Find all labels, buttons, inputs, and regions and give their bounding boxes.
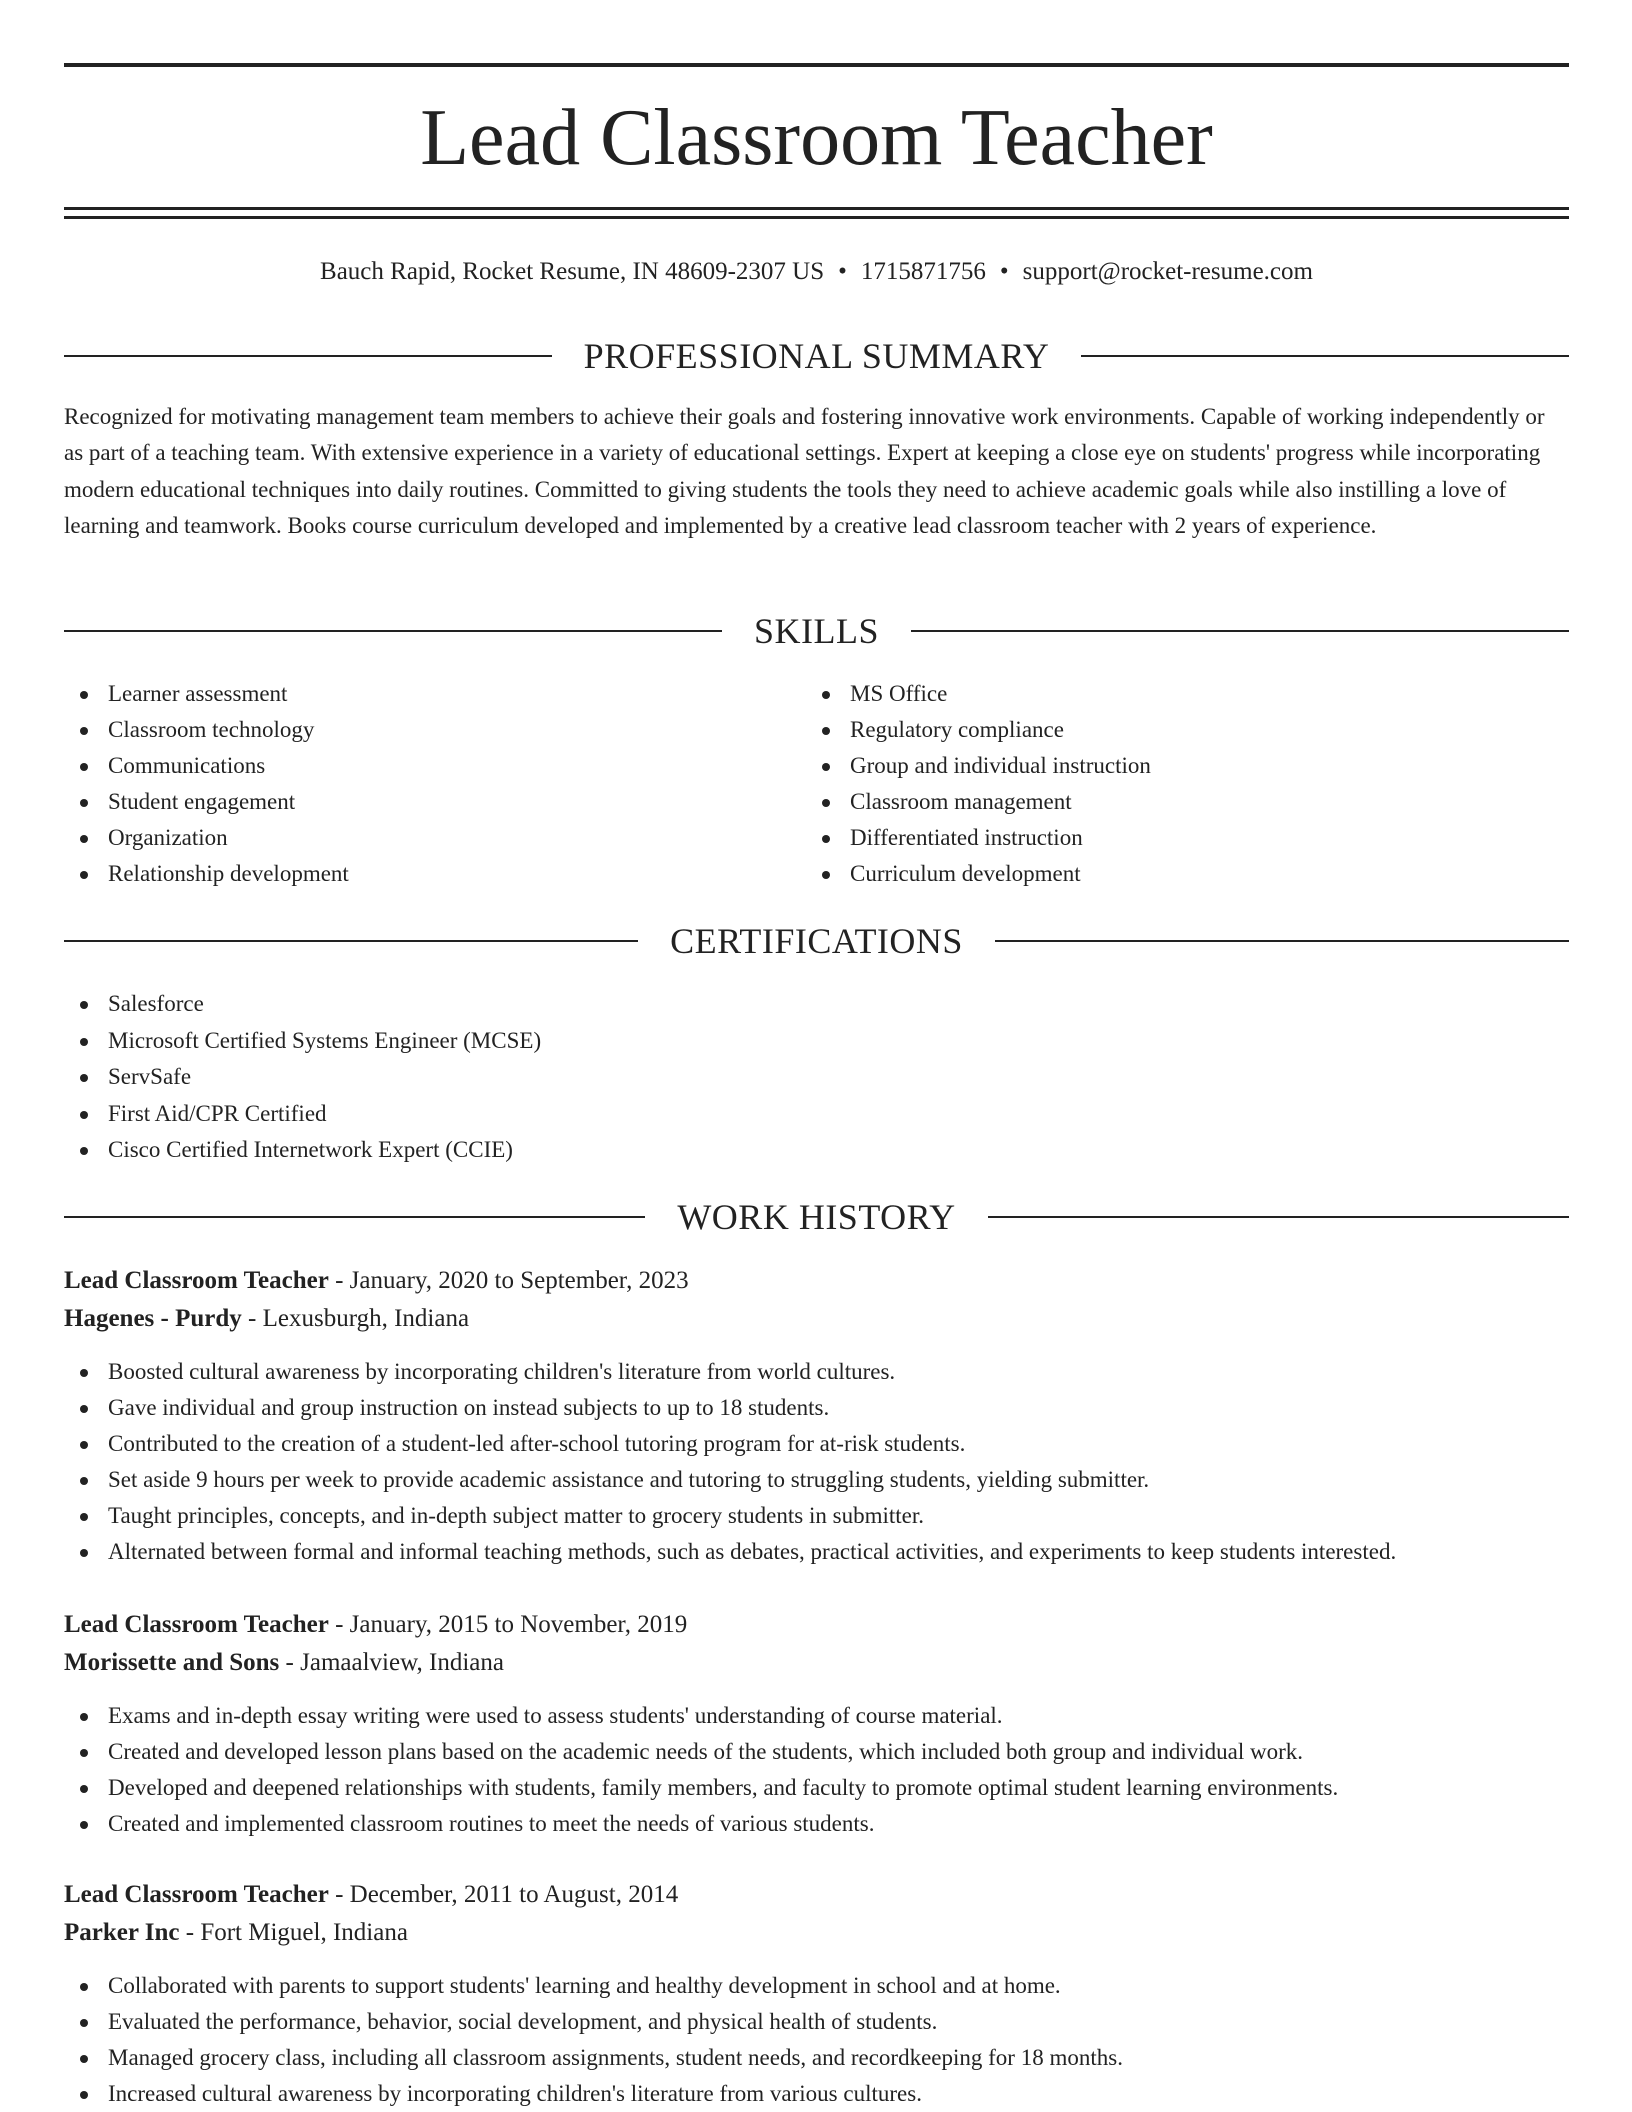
heading-rule [995, 940, 1569, 942]
job-company-line [64, 1914, 1569, 1952]
job-title: Lead Classroom Teacher [64, 1881, 329, 1908]
job-company: Parker Inc [64, 1919, 180, 1946]
job-location: - Fort Miguel, Indiana [179, 1919, 408, 1946]
section-title: PROFESSIONAL SUMMARY [583, 336, 1050, 376]
certification-item: Microsoft Certified Systems Engineer (MCSE) [64, 1023, 1569, 1060]
heading-rule [988, 1216, 1569, 1218]
job-bullet-item: Taught principles, concepts, and in-depth subject matter to grocery students in submitter. [64, 1498, 1569, 1534]
certifications-block [64, 986, 1569, 1169]
job-bullet-item: Increased cultural awareness by incorporating children's literature from various cultures. [64, 2076, 1569, 2112]
skill-item: Group and individual instruction [806, 748, 1506, 784]
job-bullet-item: Contributed to the creation of a student-led after-school tutoring program for at-risk students. [64, 1426, 1569, 1462]
job-bullet-item: Created and implemented classroom routines to meet the needs of various students. [64, 1806, 1569, 1842]
section-title: WORK HISTORY [677, 1197, 956, 1237]
job-bullet-item: Managed grocery class, including all classroom assignments, student needs, and recordkeeping for 18 months. [64, 2040, 1569, 2076]
section-title: SKILLS [754, 611, 880, 651]
job-bullet-item: Collaborated with parents to support students' learning and healthy development in school and at home. [64, 1968, 1569, 2004]
skill-item: Learner assessment [64, 676, 764, 712]
page-title: Lead Classroom Teacher [420, 94, 1213, 182]
skill-item: Regulatory compliance [806, 712, 1506, 748]
job-bullets [64, 1354, 1569, 1570]
certifications-section-heading [64, 919, 1569, 963]
contact-line [64, 254, 1569, 290]
contact-phone: 1715871756 [860, 258, 986, 285]
skills-column-right [806, 676, 1506, 892]
skill-item: Classroom management [806, 784, 1506, 820]
skills-column-left [64, 676, 764, 892]
job-dates: - January, 2015 to November, 2019 [328, 1611, 688, 1638]
certification-item: ServSafe [64, 1059, 1569, 1096]
job-bullet-item: Developed and deepened relationships with students, family members, and faculty to promote optimal student learning environments. [64, 1770, 1569, 1806]
job-title: Lead Classroom Teacher [64, 1611, 329, 1638]
contact-separator: • [838, 258, 847, 285]
job-bullets [64, 1698, 1569, 1842]
job-title-line [64, 1262, 1569, 1300]
job-bullet-item: Alternated between formal and informal teaching methods, such as debates, practical activities, and experiments to keep students interested. [64, 1534, 1569, 1570]
skill-item: Differentiated instruction [806, 820, 1506, 856]
job-bullet-item: Set aside 9 hours per week to provide academic assistance and tutoring to struggling students, yielding submitter. [64, 1462, 1569, 1498]
job-location: - Jamaalview, Indiana [279, 1649, 504, 1676]
skill-item: MS Office [806, 676, 1506, 712]
job-bullet-item: Gave individual and group instruction on instead subjects to up to 18 students. [64, 1390, 1569, 1426]
heading-rule [64, 940, 638, 942]
skills-list [806, 676, 1506, 892]
contact-separator: • [999, 258, 1009, 285]
skill-item: Student engagement [64, 784, 764, 820]
heading-rule [911, 630, 1569, 632]
job-title: Lead Classroom Teacher [64, 1267, 329, 1294]
section-title: CERTIFICATIONS [670, 921, 963, 961]
job-company-line [64, 1300, 1569, 1338]
skill-item: Communications [64, 748, 764, 784]
work-history-section-heading [64, 1195, 1569, 1239]
heading-rule [64, 355, 552, 357]
heading-rule [64, 1216, 645, 1218]
top-rule [64, 63, 1569, 67]
job-entry [64, 1606, 1569, 1842]
job-bullet-item: Exams and in-depth essay writing were used to assess students' understanding of course material. [64, 1698, 1569, 1734]
heading-rule [1081, 355, 1569, 357]
skill-item: Curriculum development [806, 856, 1506, 892]
job-dates: - January, 2020 to September, 2023 [328, 1267, 689, 1294]
job-entry [64, 1262, 1569, 1570]
certification-item: Salesforce [64, 986, 1569, 1023]
job-title-line [64, 1606, 1569, 1644]
job-dates: - December, 2011 to August, 2014 [328, 1881, 679, 1908]
heading-rule [64, 630, 722, 632]
skill-item: Relationship development [64, 856, 764, 892]
job-bullet-item: Evaluated the performance, behavior, social development, and physical health of students. [64, 2004, 1569, 2040]
job-company-line [64, 1644, 1569, 1682]
summary-section-heading [64, 334, 1569, 378]
job-bullet-item: Boosted cultural awareness by incorporating children's literature from world cultures. [64, 1354, 1569, 1390]
job-company: Hagenes - Purdy [64, 1305, 242, 1332]
skill-item: Organization [64, 820, 764, 856]
job-bullets [64, 1968, 1569, 2112]
job-company: Morissette and Sons [64, 1649, 280, 1676]
skills-section-heading [64, 609, 1569, 653]
skill-item: Classroom technology [64, 712, 764, 748]
job-bullet-item: Created and developed lesson plans based on the academic needs of the students, which included both group and individual work. [64, 1734, 1569, 1770]
contact-email: support@rocket-resume.com [1022, 258, 1313, 285]
summary-text: Recognized for motivating management team members to achieve their goals and fostering innovative work environments. Capable of working independently or as part of a teaching team. With extensive experience in a variety of educational settings. Expert at keeping a close eye on students' progress while incorporating modern educational techniques into daily routines. Committed to giving students the tools they need to achieve academic goals while also instilling a love of learning and teamwork. Books course curriculum developed and implemented by a creative lead classroom teacher with 2 years of experience. [64, 404, 1545, 539]
skills-list [64, 676, 764, 892]
certifications-list [64, 986, 1569, 1169]
contact-address: Bauch Rapid, Rocket Resume, IN 48609-2307 US [320, 258, 825, 285]
title-double-rule [64, 207, 1569, 219]
certification-item: First Aid/CPR Certified [64, 1096, 1569, 1133]
job-entry [64, 1876, 1569, 2112]
job-title-line [64, 1876, 1569, 1914]
certification-item: Cisco Certified Internetwork Expert (CCIE) [64, 1132, 1569, 1169]
job-location: - Lexusburgh, Indiana [241, 1305, 470, 1332]
